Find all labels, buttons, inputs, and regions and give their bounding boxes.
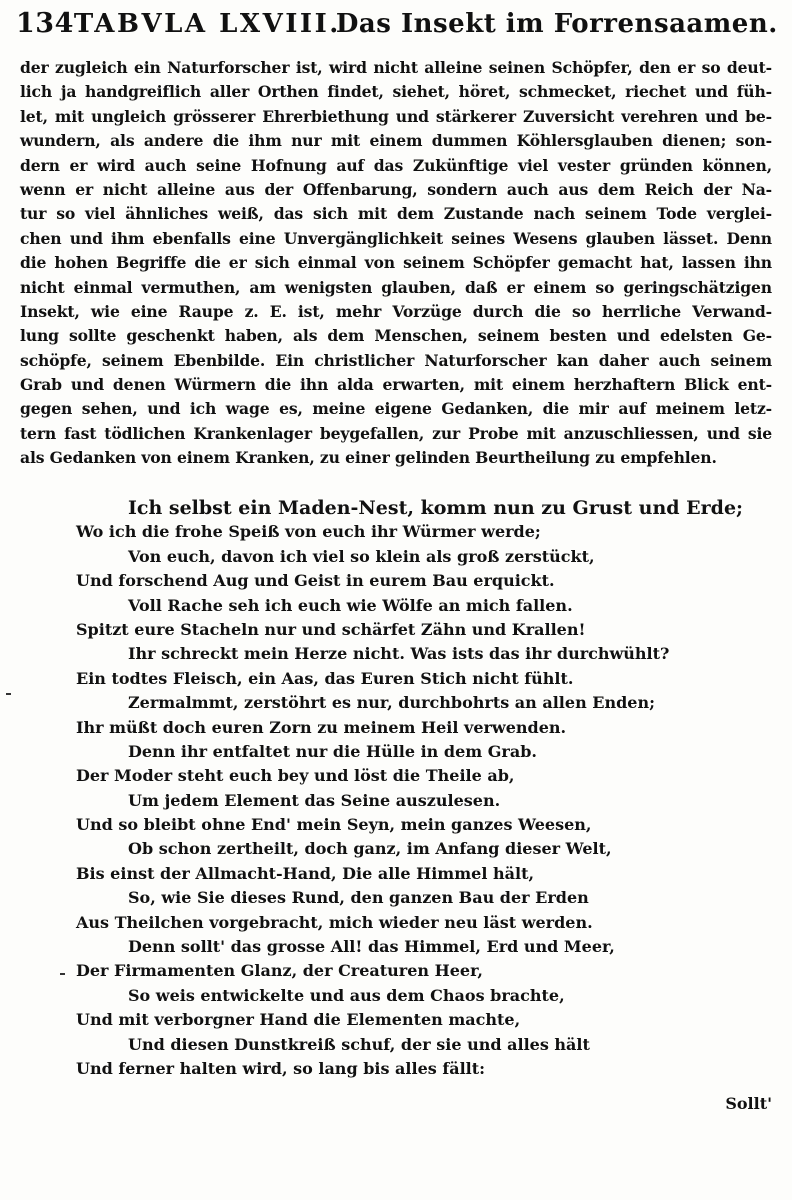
poem-line: So weis entwickelte und aus dem Chaos brachte,: [128, 985, 565, 1005]
poem-line: Ihr schreckt mein Herze nicht. Was ists das ihr durchwühlt?: [128, 644, 670, 664]
running-header: [16, 8, 776, 48]
prose-line: let, mit ungleich grösserer Ehrerbiethung und stärkerer Zuversicht verehren und be-: [20, 106, 772, 126]
prose-line: dern er wird auch seine Hofnung auf das Zukünftige viel vester gründen können,: [20, 155, 772, 175]
poem-line: Denn sollt' das grosse All! das Himmel, Erd und Meer,: [128, 937, 615, 957]
poem-line: Bis einst der Allmacht-Hand, Die alle Himmel hält,: [76, 863, 535, 883]
poem-line: Wo ich die frohe Speiß von euch ihr Würmer werde;: [76, 522, 541, 542]
prose-line: als Gedanken von einem Kranken, zu einer gelinden Beurtheilung zu empfehlen.: [20, 448, 717, 468]
catchword: Sollt': [725, 1094, 772, 1113]
poem-line: Und mit verborgner Hand die Elementen machte,: [76, 1010, 521, 1030]
poem-line: Der Moder steht euch bey und löst die Theile ab,: [76, 766, 515, 786]
prose-line: gegen sehen, und ich wage es, meine eigene Gedanken, die mir auf meinem letz-: [20, 399, 772, 419]
prose-line: Insekt, wie eine Raupe z. E. ist, mehr Vorzüge durch die so herrliche Verwand-: [20, 301, 772, 321]
poem-line: Spitzt eure Stacheln nur und schärfet Zähn und Krallen!: [76, 619, 586, 639]
poem-line: Denn ihr entfaltet nur die Hülle in dem Grab.: [128, 741, 537, 761]
prose-line: tur so viel ähnliches weiß, das sich mit dem Zustande nach seinem Tode verglei-: [20, 204, 772, 224]
margin-mark: [6, 693, 11, 695]
poem-line: Der Firmamenten Glanz, der Creaturen Heer,: [76, 961, 483, 981]
prose-line: tern fast tödlichen Krankenlager beygefallen, zur Probe mit anzuschliessen, und sie: [20, 423, 772, 443]
poem-line: Und diesen Dunstkreiß schuf, der sie und alles hält: [128, 1034, 590, 1054]
prose-line: schöpfe, seinem Ebenbilde. Ein christlicher Naturforscher kan daher auch seinem: [20, 350, 772, 370]
poem-line: Aus Theilchen vorgebracht, mich wieder neu läst werden.: [76, 912, 593, 932]
running-title: Das Insekt im Forrensaamen.: [335, 9, 778, 39]
poem-line: Ich selbst ein Maden-Nest, komm nun zu Grust und Erde;: [128, 497, 744, 519]
prose-line: wenn er nicht alleine aus der Offenbarung, sondern auch aus dem Reich der Na-: [20, 179, 772, 199]
poem-line: Und forschend Aug und Geist in eurem Bau erquickt.: [76, 571, 555, 591]
plate-label: TABVLA LXVIII.: [73, 9, 341, 39]
page-number: 134: [16, 8, 74, 39]
poem-line: Von euch, davon ich viel so klein als groß zerstückt,: [128, 546, 595, 566]
prose-line: nicht einmal vermuthen, am wenigsten glauben, daß er einem so geringschätzigen: [20, 277, 772, 297]
prose-paragraph: [20, 56, 772, 471]
poem-line: Zermalmmt, zerstöhrt es nur, durchbohrts an allen Enden;: [128, 693, 655, 713]
poem-line: Und so bleibt ohne End' mein Seyn, mein ganzes Weesen,: [76, 815, 592, 835]
prose-line: lung sollte geschenkt haben, als dem Menschen, seinem besten und edelsten Ge-: [20, 326, 772, 346]
poem-line: Ein todtes Fleisch, ein Aas, das Euren Stich nicht fühlt.: [76, 668, 574, 688]
prose-line: wundern, als andere die ihm nur mit einem dummen Köhlersglauben dienen; son-: [20, 131, 772, 151]
prose-line: die hohen Begriffe die er sich einmal von seinem Schöpfer gemacht hat, lassen ihn: [20, 253, 772, 273]
poem: [76, 496, 744, 1081]
prose-line: Grab und denen Würmern die ihn alda erwarten, mit einem herzhaftern Blick ent-: [20, 375, 772, 395]
poem-line: Voll Rache seh ich euch wie Wölfe an mich fallen.: [128, 595, 573, 615]
prose-line: chen und ihm ebenfalls eine Unvergänglichkeit seines Wesens glauben lässet. Denn: [20, 228, 772, 248]
poem-line: Ihr müßt doch euren Zorn zu meinem Heil verwenden.: [76, 717, 567, 737]
poem-line: Ob schon zertheilt, doch ganz, im Anfang dieser Welt,: [128, 839, 612, 859]
prose-line: lich ja handgreiflich aller Orthen findet, siehet, höret, schmecket, riechet und füh-: [20, 82, 772, 102]
poem-line: Um jedem Element das Seine auszulesen.: [128, 790, 501, 810]
prose-line: der zugleich ein Naturforscher ist, wird nicht alleine seinen Schöpfer, den er so deut-: [20, 58, 772, 77]
poem-line: So, wie Sie dieses Rund, den ganzen Bau der Erden: [128, 888, 589, 908]
poem-line: Und ferner halten wird, so lang bis alles fällt:: [76, 1058, 486, 1078]
margin-mark: [60, 973, 65, 975]
